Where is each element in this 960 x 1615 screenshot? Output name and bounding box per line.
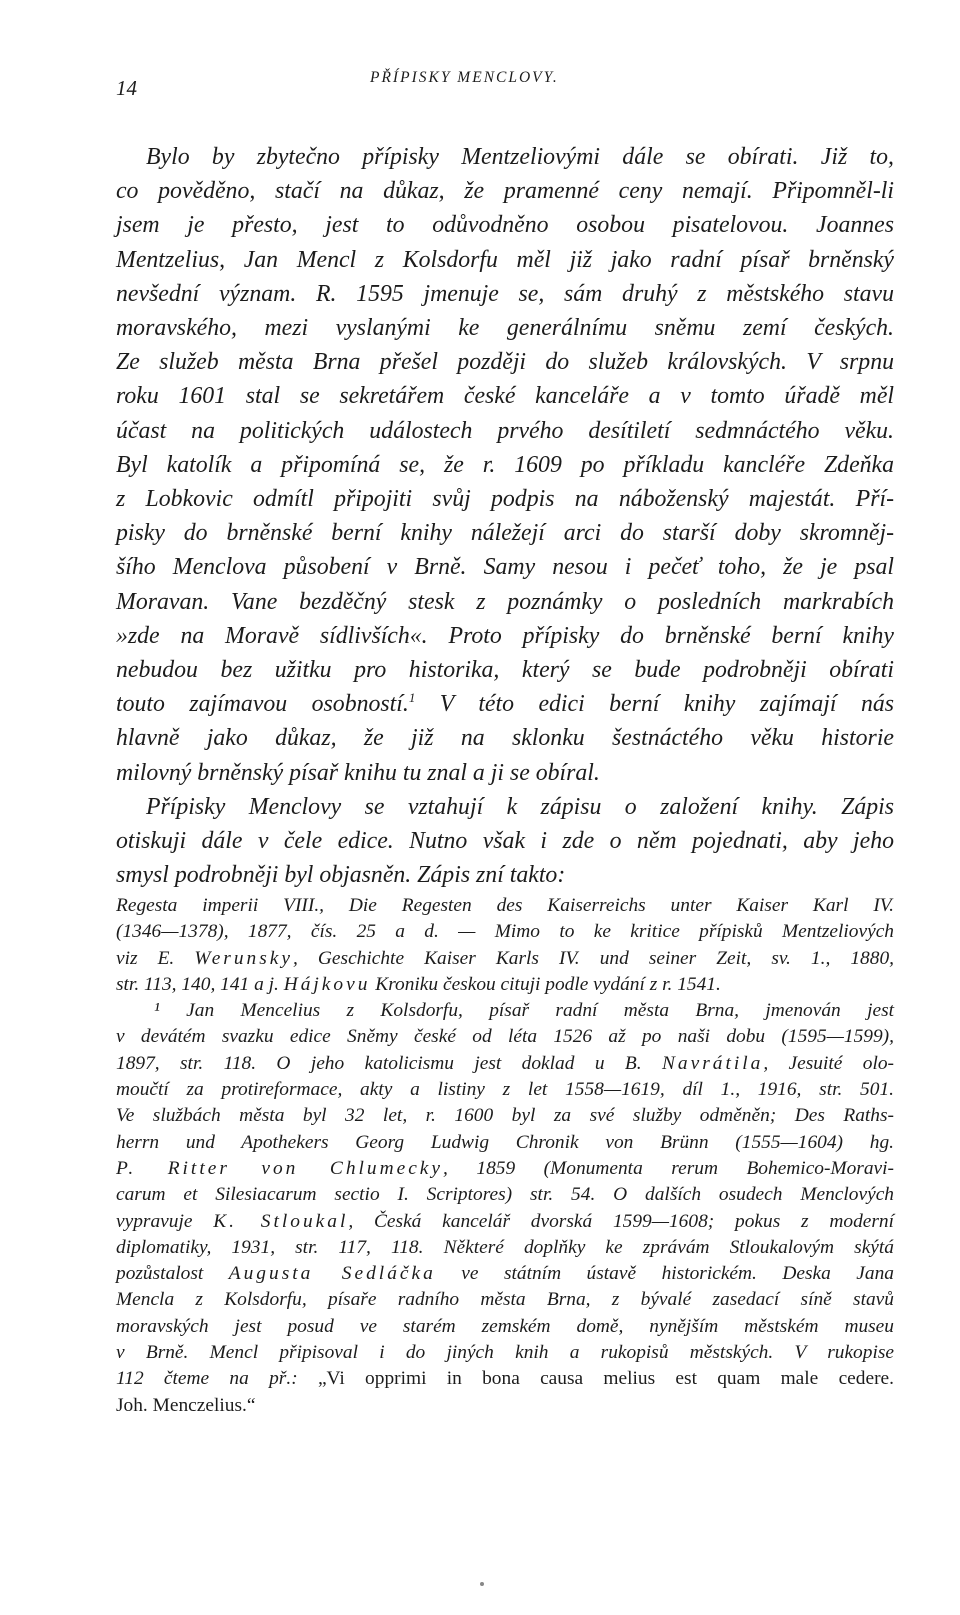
text-line: milovný brněnský písař knihu tu znal a ji se obíral. (116, 759, 600, 786)
text-line (116, 687, 894, 721)
note-line (116, 1209, 894, 1235)
footnote-regesta (116, 893, 894, 998)
latin-quote: Joh. Menczelius.“ (116, 1394, 256, 1416)
text-segment: V této edici berní knihy zajímají nás (415, 691, 894, 718)
text-line: co pověděno, stačí na důkaz, že pramenné ceny nemají. Připomněl-li (116, 178, 894, 205)
note-line (116, 1393, 894, 1419)
note-line: (1346—1378), 1877, čís. 25 a d. — Mimo to ke kritice přípisků Mentzeliových (116, 921, 894, 943)
note-line: moravských jest posud ve starém zemském domě, nynějším městském museu (116, 1315, 894, 1337)
paragraph-2 (116, 790, 894, 893)
author-name: K. Stloukal (213, 1210, 349, 1232)
text-line: Ze služeb města Brna přešel později do služeb královských. V srpnu (116, 349, 894, 376)
note-segment: 1897, str. 118. O jeho katolicismu jest doklad u B. (116, 1052, 662, 1074)
note-line: diplomatiky, 1931, str. 117, 118. Některé doplňky ke zprávám Stloukalovým skýtá (116, 1236, 894, 1258)
text-line: nebudou bez užitku pro historika, který se bude podrobněji obírati (116, 657, 894, 684)
note-line: Ve službách města byl 32 let, r. 1600 byl za své služby odměněn; Des Raths- (116, 1105, 894, 1127)
footnote-marker: 1 (408, 690, 416, 706)
author-name: Augusta Sedláčka (228, 1263, 436, 1285)
latin-quote: „Vi opprimi in bona causa melius est quam male cedere. (317, 1368, 894, 1390)
note-segment: 112 čteme na př.: (116, 1368, 318, 1390)
author-name: Navrátila (661, 1052, 764, 1074)
footnote-marker: ¹ (154, 1000, 160, 1022)
text-line: smysl podrobněji byl objasněn. Zápis zní takto: (116, 862, 566, 889)
note-line: Mencla z Kolsdorfu, písaře radního města Brna, z bývalé zasedací síně stavů (116, 1289, 894, 1311)
note-segment: , Jesuité olo- (763, 1052, 894, 1074)
note-line: herrn und Apothekers Georg Ludwig Chronik von Brünn (1555—1604) hg. (116, 1131, 894, 1153)
text-line: z Lobkovic odmítl připojiti svůj podpis na náboženský majestát. Pří- (116, 486, 894, 513)
text-line: Přípisky Menclovy se vztahují k zápisu o založení knihy. Zápis (146, 793, 894, 820)
text-segment: touto zajímavou osobností. (116, 691, 409, 718)
note-segment: vypravuje (116, 1210, 214, 1232)
text-line: pisky do brněnské berní knihy náležejí arci do starší doby skromněj- (116, 520, 894, 547)
ink-speck (480, 1582, 484, 1586)
text-line: otiskuji dále v čele edice. Nutno však i zde o něm pojednati, aby jeho (116, 828, 894, 855)
note-line (116, 1156, 894, 1182)
text-line: Byl katolík a připomíná se, že r. 1609 po příkladu kancléře Zdeňka (116, 451, 894, 478)
note-line: v devátém svazku edice Sněmy české od léta 1526 až po naši dobu (1595—1599), (116, 1026, 894, 1048)
running-head: PŘÍPISKY MENCLOVY. (370, 69, 559, 86)
main-text (116, 140, 894, 892)
note-segment: viz E. (116, 947, 195, 969)
footnote-1 (116, 998, 894, 1419)
text-line: účast na politických událostech prvého desítiletí sedmnáctého věku. (116, 417, 894, 444)
author-name: Hájkovu (283, 973, 371, 995)
note-line (116, 946, 894, 972)
note-segment: , Česká kancelář dvorská 1599—1608; pokus z moderní (348, 1210, 894, 1232)
author-name: Werunsky (194, 947, 294, 969)
footnotes (116, 893, 894, 1419)
text-line: nevšední význam. R. 1595 jmenuje se, sám druhý z městského stavu (116, 280, 894, 307)
text-line: moravského, mezi vyslanými ke generálnímu sněmu zemí českých. (116, 315, 894, 342)
note-segment: Jan Mencelius z Kolsdorfu, písař radní města Brna, jmenován jest (159, 1000, 894, 1022)
note-line (116, 1366, 894, 1392)
text-line: Mentzelius, Jan Mencl z Kolsdorfu měl již jako radní písař brněnský (116, 246, 894, 273)
author-name: P. Ritter von Chlumecky (116, 1157, 444, 1179)
note-line: v Brně. Mencl připisoval i do jiných knih a rukopisů městských. V rukopise (116, 1342, 894, 1364)
text-line: roku 1601 stal se sekretářem české kanceláře a v tomto úřadě měl (116, 383, 894, 410)
text-line: hlavně jako důkaz, že již na sklonku šestnáctého věku historie (116, 725, 894, 752)
note-segment: Kroniku českou cituji podle vydání z r. 1541. (370, 973, 721, 995)
text-line: Bylo by zbytečno přípisky Mentzeliovými dále se obírati. Již to, (146, 144, 894, 170)
page-number: 14 (116, 76, 137, 100)
paragraph-1 (116, 140, 894, 790)
note-line (116, 972, 894, 998)
note-line: carum et Silesiacarum sectio I. Scriptores) str. 54. O dalších osudech Menclových (116, 1184, 894, 1206)
note-segment: , 1859 (Monumenta rerum Bohemico-Moravi- (443, 1157, 894, 1179)
note-line: Regesta imperii VIII., Die Regesten des Kaiserreichs unter Kaiser Karl IV. (116, 895, 894, 916)
text-line: »zde na Moravě sídlivších«. Proto přípisky do brněnské berní knihy (116, 622, 894, 649)
note-segment: , Geschichte Kaiser Karls IV. und seiner Zeit, sv. 1., 1880, (293, 947, 894, 969)
note-line (116, 998, 894, 1024)
note-segment: ve státním ústavě historickém. Deska Jana (435, 1263, 894, 1285)
note-segment: str. 113, 140, 141 a j. (116, 973, 284, 995)
note-segment: pozůstalost (116, 1263, 229, 1285)
text-line: Moravan. Vane bezděčný stesk z poznámky o posledních markrabích (116, 588, 894, 615)
note-line: moučtí za protireformace, akty a listiny z let 1558—1619, díl 1., 1916, str. 501. (116, 1079, 894, 1101)
text-line: šího Menclova působení v Brně. Samy nesou i pečeť toho, že je psal (116, 554, 894, 581)
text-line: jsem je přesto, jest to odůvodněno osobou pisatelovou. Joannes (116, 212, 894, 239)
note-line (116, 1051, 894, 1077)
note-line (116, 1261, 894, 1287)
